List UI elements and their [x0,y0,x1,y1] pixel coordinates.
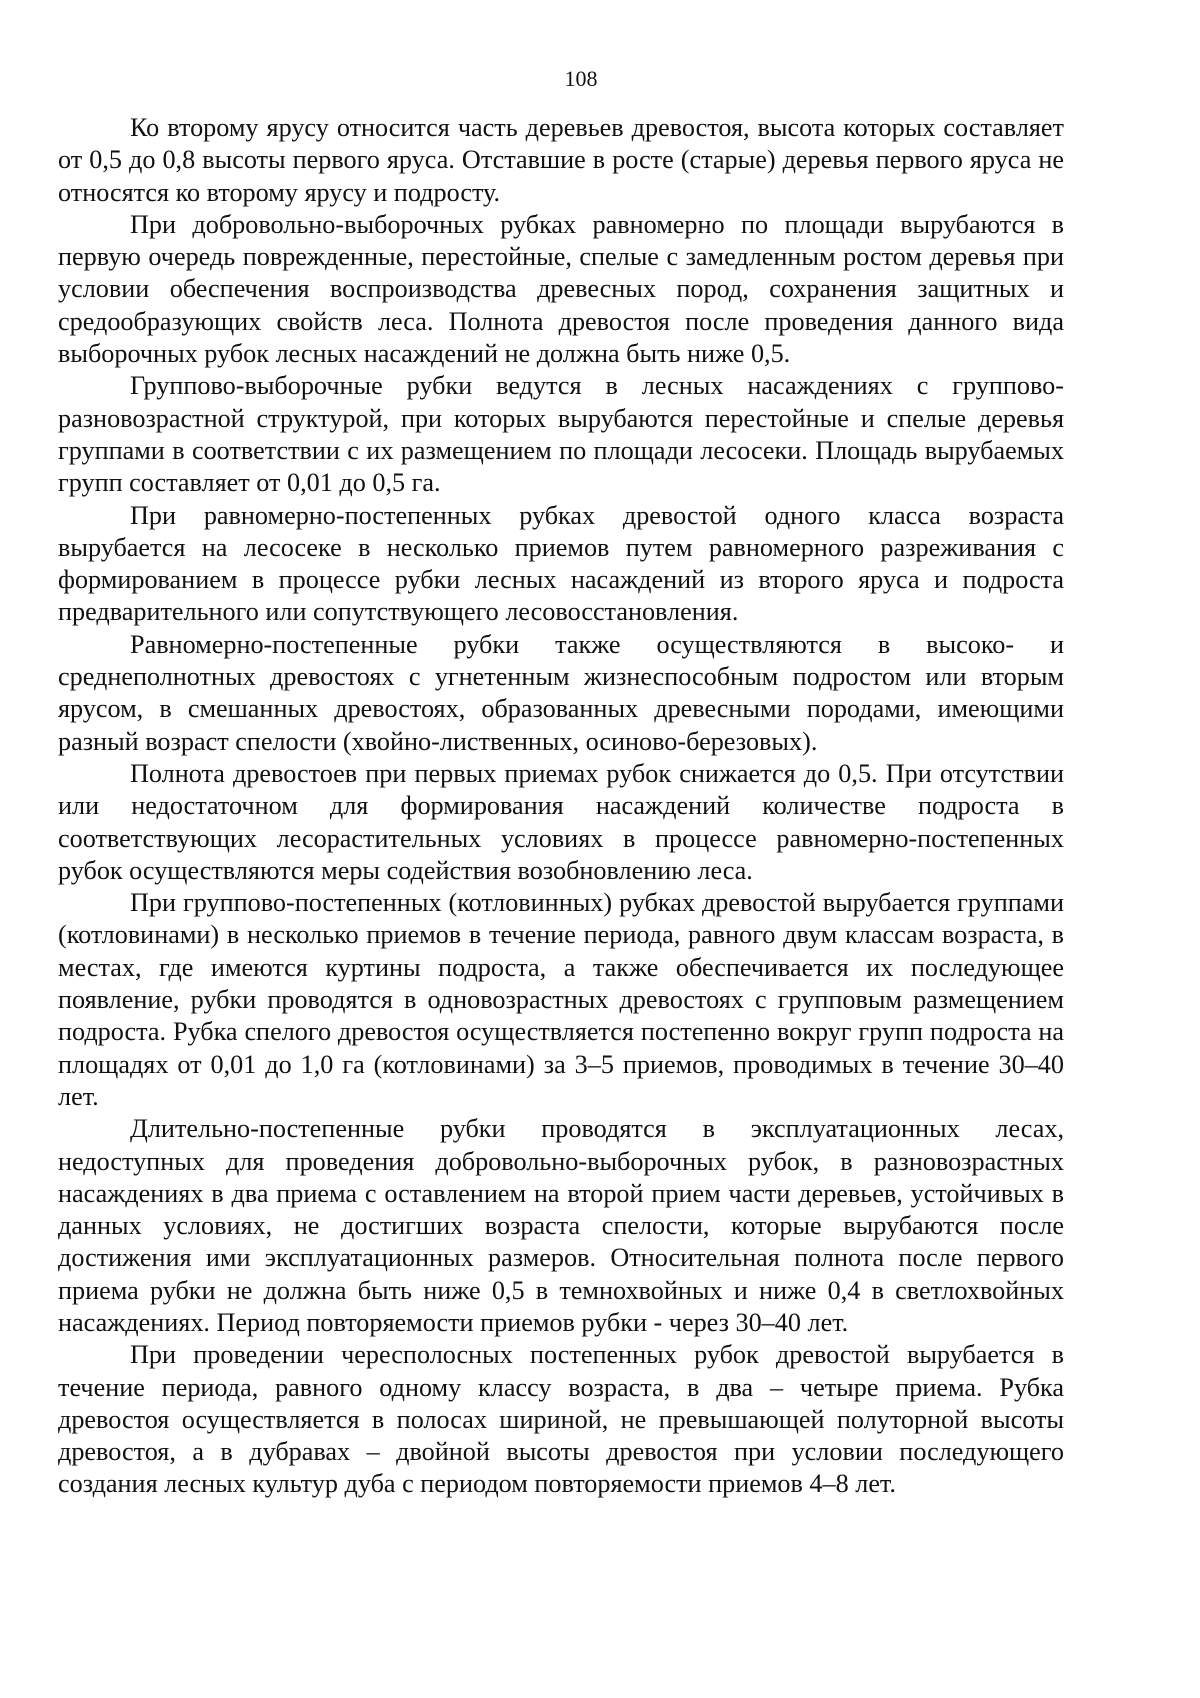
paragraph-stand-density: Полнота древостоев при первых приемах рубок снижается до 0,5. При отсутствии или недостаточном для формирования насаждений количестве подроста в соответствующих лесорастительных условиях в процессе равномерно-постепенных рубок осуществляются меры содействия возобновлению леса. [58,758,1064,885]
paragraph-long-gradual-cutting: Длительно-постепенные рубки проводятся в эксплуатационных лесах, недоступных для проведения добровольно-выборочных рубок, в разновозрастных насаждениях в два приема с оставлением на второй прием части деревьев, устойчивых в данных условиях, не достигших возраста спелости, которые вырубаются после достижения ими эксплуатационных размеров. Относительная полнота после первого приема рубки не должна быть ниже 0,5 в темнохвойных и ниже 0,4 в светлохвойных насаждениях. Период повторяемости приемов рубки - через 30–40 лет. [58,1114,1064,1337]
paragraph-uniform-gradual-cutting: При равномерно-постепенных рубках древостой одного класса возраста вырубается на лесосеке в несколько приемов путем равномерного разреживания с формированием в процессе рубки лесных насаждений из второго яруса и подроста предварительного или сопутствующего лесовосстановления. [58,500,1064,627]
paragraph-voluntary-selective-cutting: При добровольно-выборочных рубках равномерно по площади вырубаются в первую очередь поврежденные, перестойные, спелые с замедленным ростом деревья при условии обеспечения воспроизводства древесных пород, сохранения защитных и средообразующих свойств леса. Полнота древостоя после проведения данного вида выборочных рубок лесных насаждений не должна быть ниже 0,5. [58,209,1064,369]
page-number: 108 [564,66,598,91]
paragraph-strip-gradual-cutting: При проведении чересполосных постепенных рубок древостой вырубается в течение периода, равного одному классу возраста, в два – четыре приема. Рубка древостоя осуществляется в полосах шириной, не превышающей полуторной высоты древостоя, а в дубравах – двойной высоты древостоя при условии последующего создания лесных культур дуба с периодом повторяемости приемов 4–8 лет. [58,1340,1064,1499]
document-page [58,60,1064,1501]
paragraph-group-gradual-cutting: При группово-постепенных (котловинных) рубках древостой вырубается группами (котловинами) в несколько приемов в течение периода, равного двум классам возраста, в местах, где имеются куртины подроста, а также обеспечивается их последующее появление, рубки проводятся в одновозрастных древостоях с групповым размещением подроста. Рубка спелого древостоя осуществляется постепенно вокруг групп подроста на площадях от 0,01 до 1,0 га (котловинами) за 3–5 приемов, проводимых в течение 30–40 лет. [58,888,1064,1111]
paragraph-second-tier: Ко второму ярусу относится часть деревьев древостоя, высота которых составляет от 0,5 до 0,8 высоты первого яруса. Отставшие в росте (старые) деревья первого яруса не относятся ко второму ярусу и подросту. [58,113,1064,207]
paragraph-group-selective-cutting: Группово-выборочные рубки ведутся в лесных насаждениях с группово-разновозрастной структурой, при которых вырубаются перестойные и спелые деревья группами в соответствии с их размещением по площади лесосеки. Площадь вырубаемых групп составляет от 0,01 до 0,5 га. [58,371,1064,498]
paragraph-uniform-gradual-conditions: Равномерно-постепенные рубки также осуществляются в высоко- и среднеполнотных древостоях с угнетенным жизнеспособным подростом или вторым ярусом, в смешанных древостоях, образованных древесными породами, имеющими разный возраст спелости (хвойно-лиственных, осиново-березовых). [58,629,1064,756]
